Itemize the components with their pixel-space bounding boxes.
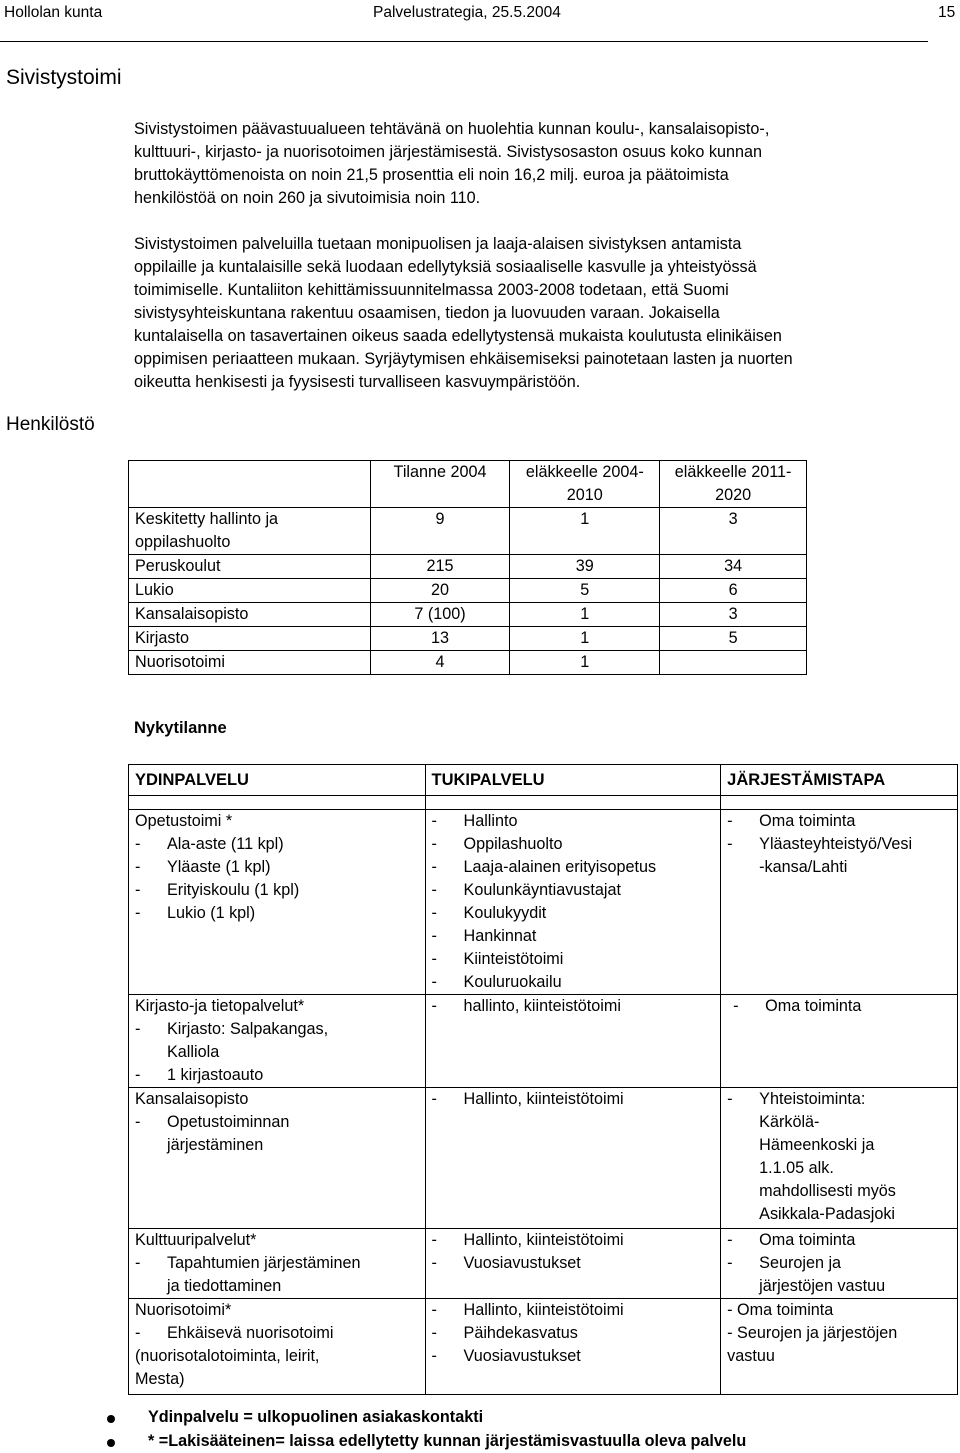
table-cell	[721, 1088, 958, 1229]
list-item: - Oma toiminta	[727, 1301, 834, 1319]
list-item: - Hankinnat	[431, 927, 537, 945]
table-cell: 5	[660, 627, 807, 651]
service-title: Nuorisotoimi*	[135, 1301, 232, 1319]
table-header-cell: JÄRJESTÄMISTAPA	[721, 765, 958, 796]
list-item: - Ala-aste (11 kpl)	[135, 835, 284, 853]
service-title: Kirjasto-ja tietopalvelut*	[135, 997, 305, 1015]
list-item: - Yhteistoiminta:	[727, 1090, 866, 1108]
list-item-continuation: Asikkala-Padasjoki	[759, 1205, 896, 1223]
table-cell	[721, 810, 958, 995]
list-item-continuation: Kärkölä-	[759, 1113, 820, 1131]
service-title: Kansalaisopisto	[135, 1090, 249, 1108]
header-rule	[0, 41, 928, 42]
table-row	[129, 651, 807, 675]
table-cell	[425, 1299, 721, 1395]
list-item: - Vuosiavustukset	[431, 1347, 581, 1365]
table-header-cell: eläkkeelle 2004-2010	[510, 461, 660, 508]
service-title: Opetustoimi *	[135, 812, 233, 830]
list-item: - Koulunkäyntiavustajat	[431, 881, 621, 899]
list-item: - Lukio (1 kpl)	[135, 904, 256, 922]
table-header-row	[129, 765, 958, 796]
list-item: - Oma toiminta	[727, 1231, 856, 1249]
table-cell: 1	[510, 651, 660, 675]
table-cell: 1	[510, 508, 660, 555]
list-item: - Seurojen ja järjestöjen	[727, 1324, 898, 1342]
list-item: - Oppilashuolto	[431, 835, 563, 853]
list-item: - Hallinto, kiinteistötoimi	[431, 1090, 624, 1108]
table-cell: 7 (100)	[370, 603, 510, 627]
table-cell: 20	[370, 579, 510, 603]
service-table	[128, 764, 958, 1395]
table-cell	[721, 995, 958, 1088]
list-item-continuation: järjestäminen	[167, 1136, 264, 1154]
paragraph-line: oikeutta henkisesti ja fyysisesti turvalliseen kasvuympäristöön.	[134, 373, 581, 391]
list-item: - Hallinto	[431, 812, 518, 830]
intro-paragraph	[134, 118, 934, 210]
paragraph-line: toimimiselle. Kuntaliiton kehittämissuunnitelmassa 2003-2008 todetaan, että Suomi	[134, 281, 729, 299]
list-item: - Kouluruokailu	[431, 973, 562, 991]
table-row	[129, 995, 958, 1088]
table-cell: 9	[370, 508, 510, 555]
list-item: - Yläasteyhteistyö/Vesi	[727, 835, 913, 853]
table-cell: 215	[370, 555, 510, 579]
services-paragraph	[134, 233, 934, 394]
table-cell: 4	[370, 651, 510, 675]
table-cell: 34	[660, 555, 807, 579]
table-cell: 6	[660, 579, 807, 603]
list-item: - Seurojen ja	[727, 1254, 842, 1272]
table-cell	[129, 810, 426, 995]
table-cell	[721, 1229, 958, 1299]
table-cell	[129, 1299, 426, 1395]
page-number: 15	[938, 4, 956, 21]
bullet-icon	[107, 1439, 115, 1447]
paragraph-line: kuntalaisella on tasavertainen oikeus saada edellytystensä mukaista koulutusta elinikäisen	[134, 327, 782, 345]
bullet-icon	[107, 1415, 115, 1423]
table-cell: 1	[510, 627, 660, 651]
list-item-continuation: mahdollisesti myös	[759, 1182, 896, 1200]
side-label-staff: Henkilöstö	[6, 414, 95, 435]
paragraph-line: sivistysyhteiskuntana rakentuu osaamisen, tiedon ja luovuuden varaan. Jokaisella	[134, 304, 720, 322]
table-cell	[425, 995, 721, 1088]
table-row	[129, 508, 807, 555]
table-header-cell	[129, 461, 371, 508]
table-cell: 5	[510, 579, 660, 603]
list-item: - Erityiskoulu (1 kpl)	[135, 881, 300, 899]
table-cell	[129, 1229, 426, 1299]
paragraph-line: oppilaille ja kuntalaisille sekä luodaan edellytyksiä sosiaaliselle kasvulle ja yhteistyössä	[134, 258, 757, 276]
table-cell: Nuorisotoimi	[129, 651, 371, 675]
list-item: - Oma toiminta	[727, 812, 856, 830]
table-cell: Kirjasto	[129, 627, 371, 651]
table-cell: Keskitetty hallinto ja oppilashuolto	[129, 508, 371, 555]
table-header-cell: TUKIPALVELU	[425, 765, 721, 796]
table-row	[129, 1229, 958, 1299]
table-cell	[721, 1299, 958, 1395]
table-row	[129, 627, 807, 651]
paragraph-line: oppimisen periaatteen mukaan. Syrjäytymisen ehkäisemiseksi painotetaan lasten ja nuorten	[134, 350, 793, 368]
list-item-continuation: Kalliola	[167, 1043, 220, 1061]
paragraph-line: henkilöstöä on noin 260 ja sivutoimisia noin 110.	[134, 189, 481, 207]
list-item: - Kiinteistötoimi	[431, 950, 564, 968]
table-cell	[425, 810, 721, 995]
table-cell	[129, 1088, 426, 1229]
staff-table	[128, 460, 807, 675]
header-municipality: Hollolan kunta	[4, 4, 103, 21]
table-row	[129, 555, 807, 579]
table-header-cell: YDINPALVELU	[129, 765, 426, 796]
list-item-continuation: Mesta)	[135, 1370, 185, 1388]
table-row	[129, 603, 807, 627]
list-item: - Yläaste (1 kpl)	[135, 858, 271, 876]
table-cell	[660, 651, 807, 675]
list-item: - Hallinto, kiinteistötoimi	[431, 1231, 624, 1249]
table-cell: Peruskoulut	[129, 555, 371, 579]
table-cell: 13	[370, 627, 510, 651]
list-item-continuation: (nuorisotalotoiminta, leirit,	[135, 1347, 320, 1365]
table-cell: 39	[510, 555, 660, 579]
paragraph-line: Sivistystoimen päävastuualueen tehtävänä on huolehtia kunnan koulu-, kansalaisopisto-,	[134, 120, 770, 138]
table-header-row	[129, 461, 807, 508]
table-row	[129, 810, 958, 995]
list-item: - Päihdekasvatus	[431, 1324, 578, 1342]
list-item: - Opetustoiminnan	[135, 1113, 290, 1131]
list-item-continuation: 1.1.05 alk.	[759, 1159, 834, 1177]
current-status-heading: Nykytilanne	[134, 719, 227, 737]
paragraph-line: bruttokäyttömenoista on noin 21,5 prosenttia eli noin 16,2 milj. euroa ja päätoimista	[134, 166, 729, 184]
section-title: Sivistystoimi	[6, 66, 122, 89]
table-header-cell: eläkkeelle 2011-2020	[660, 461, 807, 508]
list-item: - Hallinto, kiinteistötoimi	[431, 1301, 624, 1319]
list-item: - hallinto, kiinteistötoimi	[431, 997, 621, 1015]
table-cell: 3	[660, 508, 807, 555]
table-cell: Kansalaisopisto	[129, 603, 371, 627]
table-cell: Lukio	[129, 579, 371, 603]
table-row	[129, 1299, 958, 1395]
paragraph-line: Sivistystoimen palveluilla tuetaan monipuolisen ja laaja-alaisen sivistyksen antamista	[134, 235, 742, 253]
service-title: Kulttuuripalvelut*	[135, 1231, 257, 1249]
table-row	[129, 1088, 958, 1229]
list-item: - Ehkäisevä nuorisotoimi	[135, 1324, 334, 1342]
table-row	[129, 579, 807, 603]
header-document-title: Palvelustrategia, 25.5.2004	[373, 4, 561, 21]
table-cell	[425, 1088, 721, 1229]
table-header-cell: Tilanne 2004	[370, 461, 510, 508]
list-item-continuation: -kansa/Lahti	[759, 858, 848, 876]
list-item: - Koulukyydit	[431, 904, 547, 922]
table-cell	[425, 1229, 721, 1299]
table-cell: 3	[660, 603, 807, 627]
list-item: - Kirjasto: Salpakangas,	[135, 1020, 329, 1038]
list-item: - Tapahtumien järjestäminen	[135, 1254, 361, 1272]
list-item-continuation: Hämeenkoski ja	[759, 1136, 875, 1154]
page-header	[0, 0, 960, 44]
table-spacer-row	[129, 796, 958, 810]
list-item: - 1 kirjastoauto	[135, 1066, 264, 1084]
paragraph-line: kulttuuri-, kirjasto- ja nuorisotoimen järjestämisestä. Sivistysosaston osuus koko kunnan	[134, 143, 762, 161]
list-item: - Vuosiavustukset	[431, 1254, 581, 1272]
list-item-continuation: vastuu	[727, 1347, 775, 1365]
list-item: - Oma toiminta	[733, 997, 862, 1015]
table-cell	[129, 995, 426, 1088]
list-item-continuation: järjestöjen vastuu	[759, 1277, 886, 1295]
list-item: - Laaja-alainen erityisopetus	[431, 858, 657, 876]
list-item-continuation: ja tiedottaminen	[167, 1277, 282, 1295]
table-cell: 1	[510, 603, 660, 627]
